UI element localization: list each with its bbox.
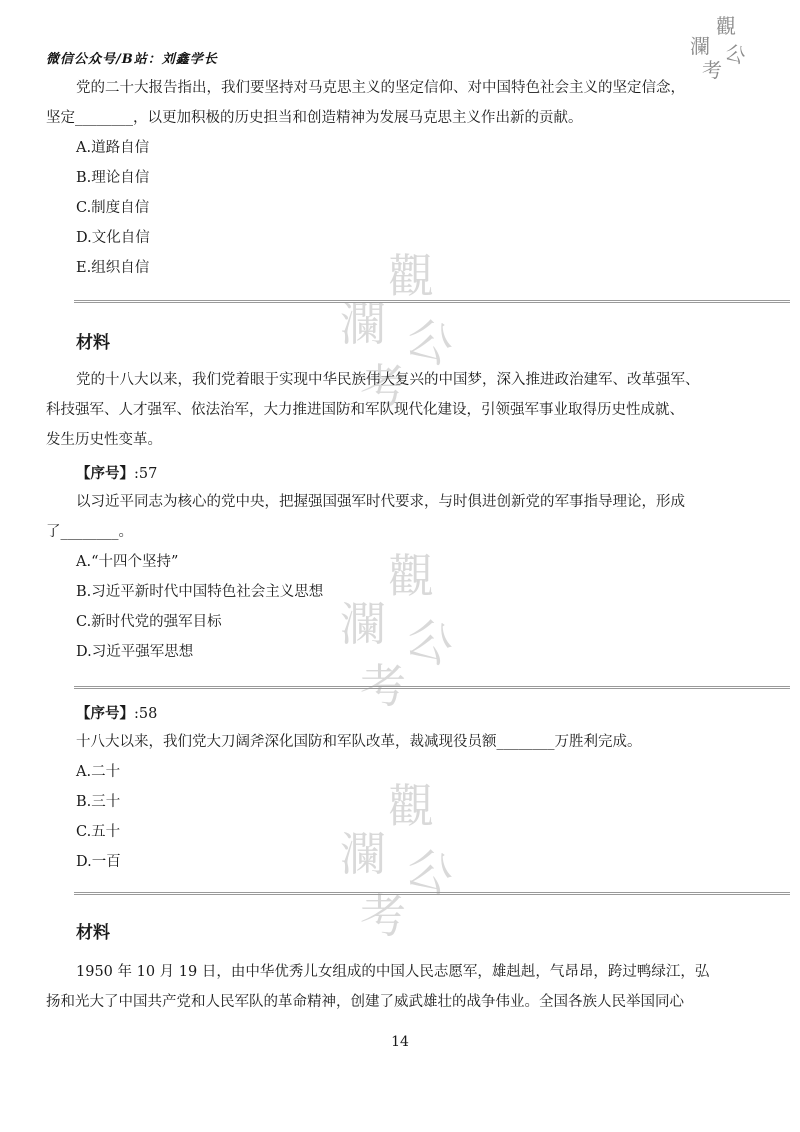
sequence-label: 【序号】 <box>76 706 134 722</box>
watermark-char: 瀾 <box>340 597 386 651</box>
divider <box>74 300 790 303</box>
option-a: A.道路自信 <box>76 140 150 156</box>
page-number: 14 <box>391 1034 409 1050</box>
option-d: D.一百 <box>76 854 121 870</box>
brand-logo <box>684 8 754 82</box>
watermark-char: 考 <box>360 659 406 713</box>
sequence-label: 【序号】 <box>76 466 134 482</box>
watermark-char: 觀 <box>388 249 434 303</box>
sequence-number: :57 <box>134 466 158 482</box>
watermark-char: 觀 <box>388 549 434 603</box>
watermark-char: 觀 <box>388 779 434 833</box>
logo-char: 瀾 <box>690 34 710 58</box>
watermark-char: 公 <box>399 838 461 906</box>
material-paragraph: 科技强军、人才强军、依法治军，大力推进国防和军队现代化建设，引领强军事业取得历史性成就、 <box>46 402 684 418</box>
logo-char: 考 <box>702 58 722 82</box>
option-c: C.新时代党的强军目标 <box>76 614 222 630</box>
watermark-char: 瀾 <box>340 827 386 881</box>
divider <box>74 686 790 689</box>
watermark-char: 瀾 <box>340 297 386 351</box>
option-a: A.二十 <box>76 764 121 780</box>
page-header: 微信公众号/B站：刘鑫学长 <box>46 52 218 67</box>
option-d: D.文化自信 <box>76 230 150 246</box>
section-title: 材料 <box>76 333 110 353</box>
watermark-char: 公 <box>399 308 461 376</box>
material-paragraph: 发生历史性变革。 <box>46 432 162 448</box>
question-stem: 了________。 <box>46 524 133 540</box>
option-b: B.理论自信 <box>76 170 150 186</box>
watermark-char: 考 <box>360 889 406 943</box>
question-number-label <box>76 462 157 483</box>
sequence-number: :58 <box>134 706 158 722</box>
question-stem: 坚定________，以更加积极的历史担当和创造精神为发展马克思主义作出新的贡献。 <box>46 110 583 126</box>
option-d: D.习近平强军思想 <box>76 644 194 660</box>
material-paragraph: 扬和光大了中国共产党和人民军队的革命精神，创建了威武雄壮的战争伟业。全国各族人民举国同心 <box>46 994 684 1010</box>
question-stem: 十八大以来，我们党大刀阔斧深化国防和军队改革，裁减现役员额________万胜利完成。 <box>76 734 642 750</box>
option-a: A.“十四个坚持” <box>76 554 179 570</box>
question-stem: 党的二十大报告指出，我们要坚持对马克思主义的坚定信仰、对中国特色社会主义的坚定信念， <box>76 80 685 96</box>
option-e: E.组织自信 <box>76 260 150 276</box>
logo-char: 公 <box>721 39 749 69</box>
divider <box>74 892 790 895</box>
question-number-label <box>76 702 157 723</box>
option-c: C.五十 <box>76 824 121 840</box>
option-b: B.三十 <box>76 794 121 810</box>
watermark-char: 公 <box>399 608 461 676</box>
watermark <box>330 770 480 943</box>
watermark-char: 考 <box>360 359 406 413</box>
material-paragraph: 党的十八大以来，我们党着眼于实现中华民族伟大复兴的中国梦，深入推进政治建军、改革强军、 <box>76 372 700 388</box>
section-title: 材料 <box>76 923 110 943</box>
option-c: C.制度自信 <box>76 200 150 216</box>
logo-char: 觀 <box>716 14 736 38</box>
option-b: B.习近平新时代中国特色社会主义思想 <box>76 584 324 600</box>
material-paragraph: 1950 年 10 月 19 日，由中华优秀儿女组成的中国人民志愿军，雄赳赳，气昂昂，跨过鸭绿江，弘 <box>76 964 710 980</box>
watermark <box>330 540 480 713</box>
question-stem: 以习近平同志为核心的党中央，把握强国强军时代要求，与时俱进创新党的军事指导理论，形成 <box>76 494 685 510</box>
